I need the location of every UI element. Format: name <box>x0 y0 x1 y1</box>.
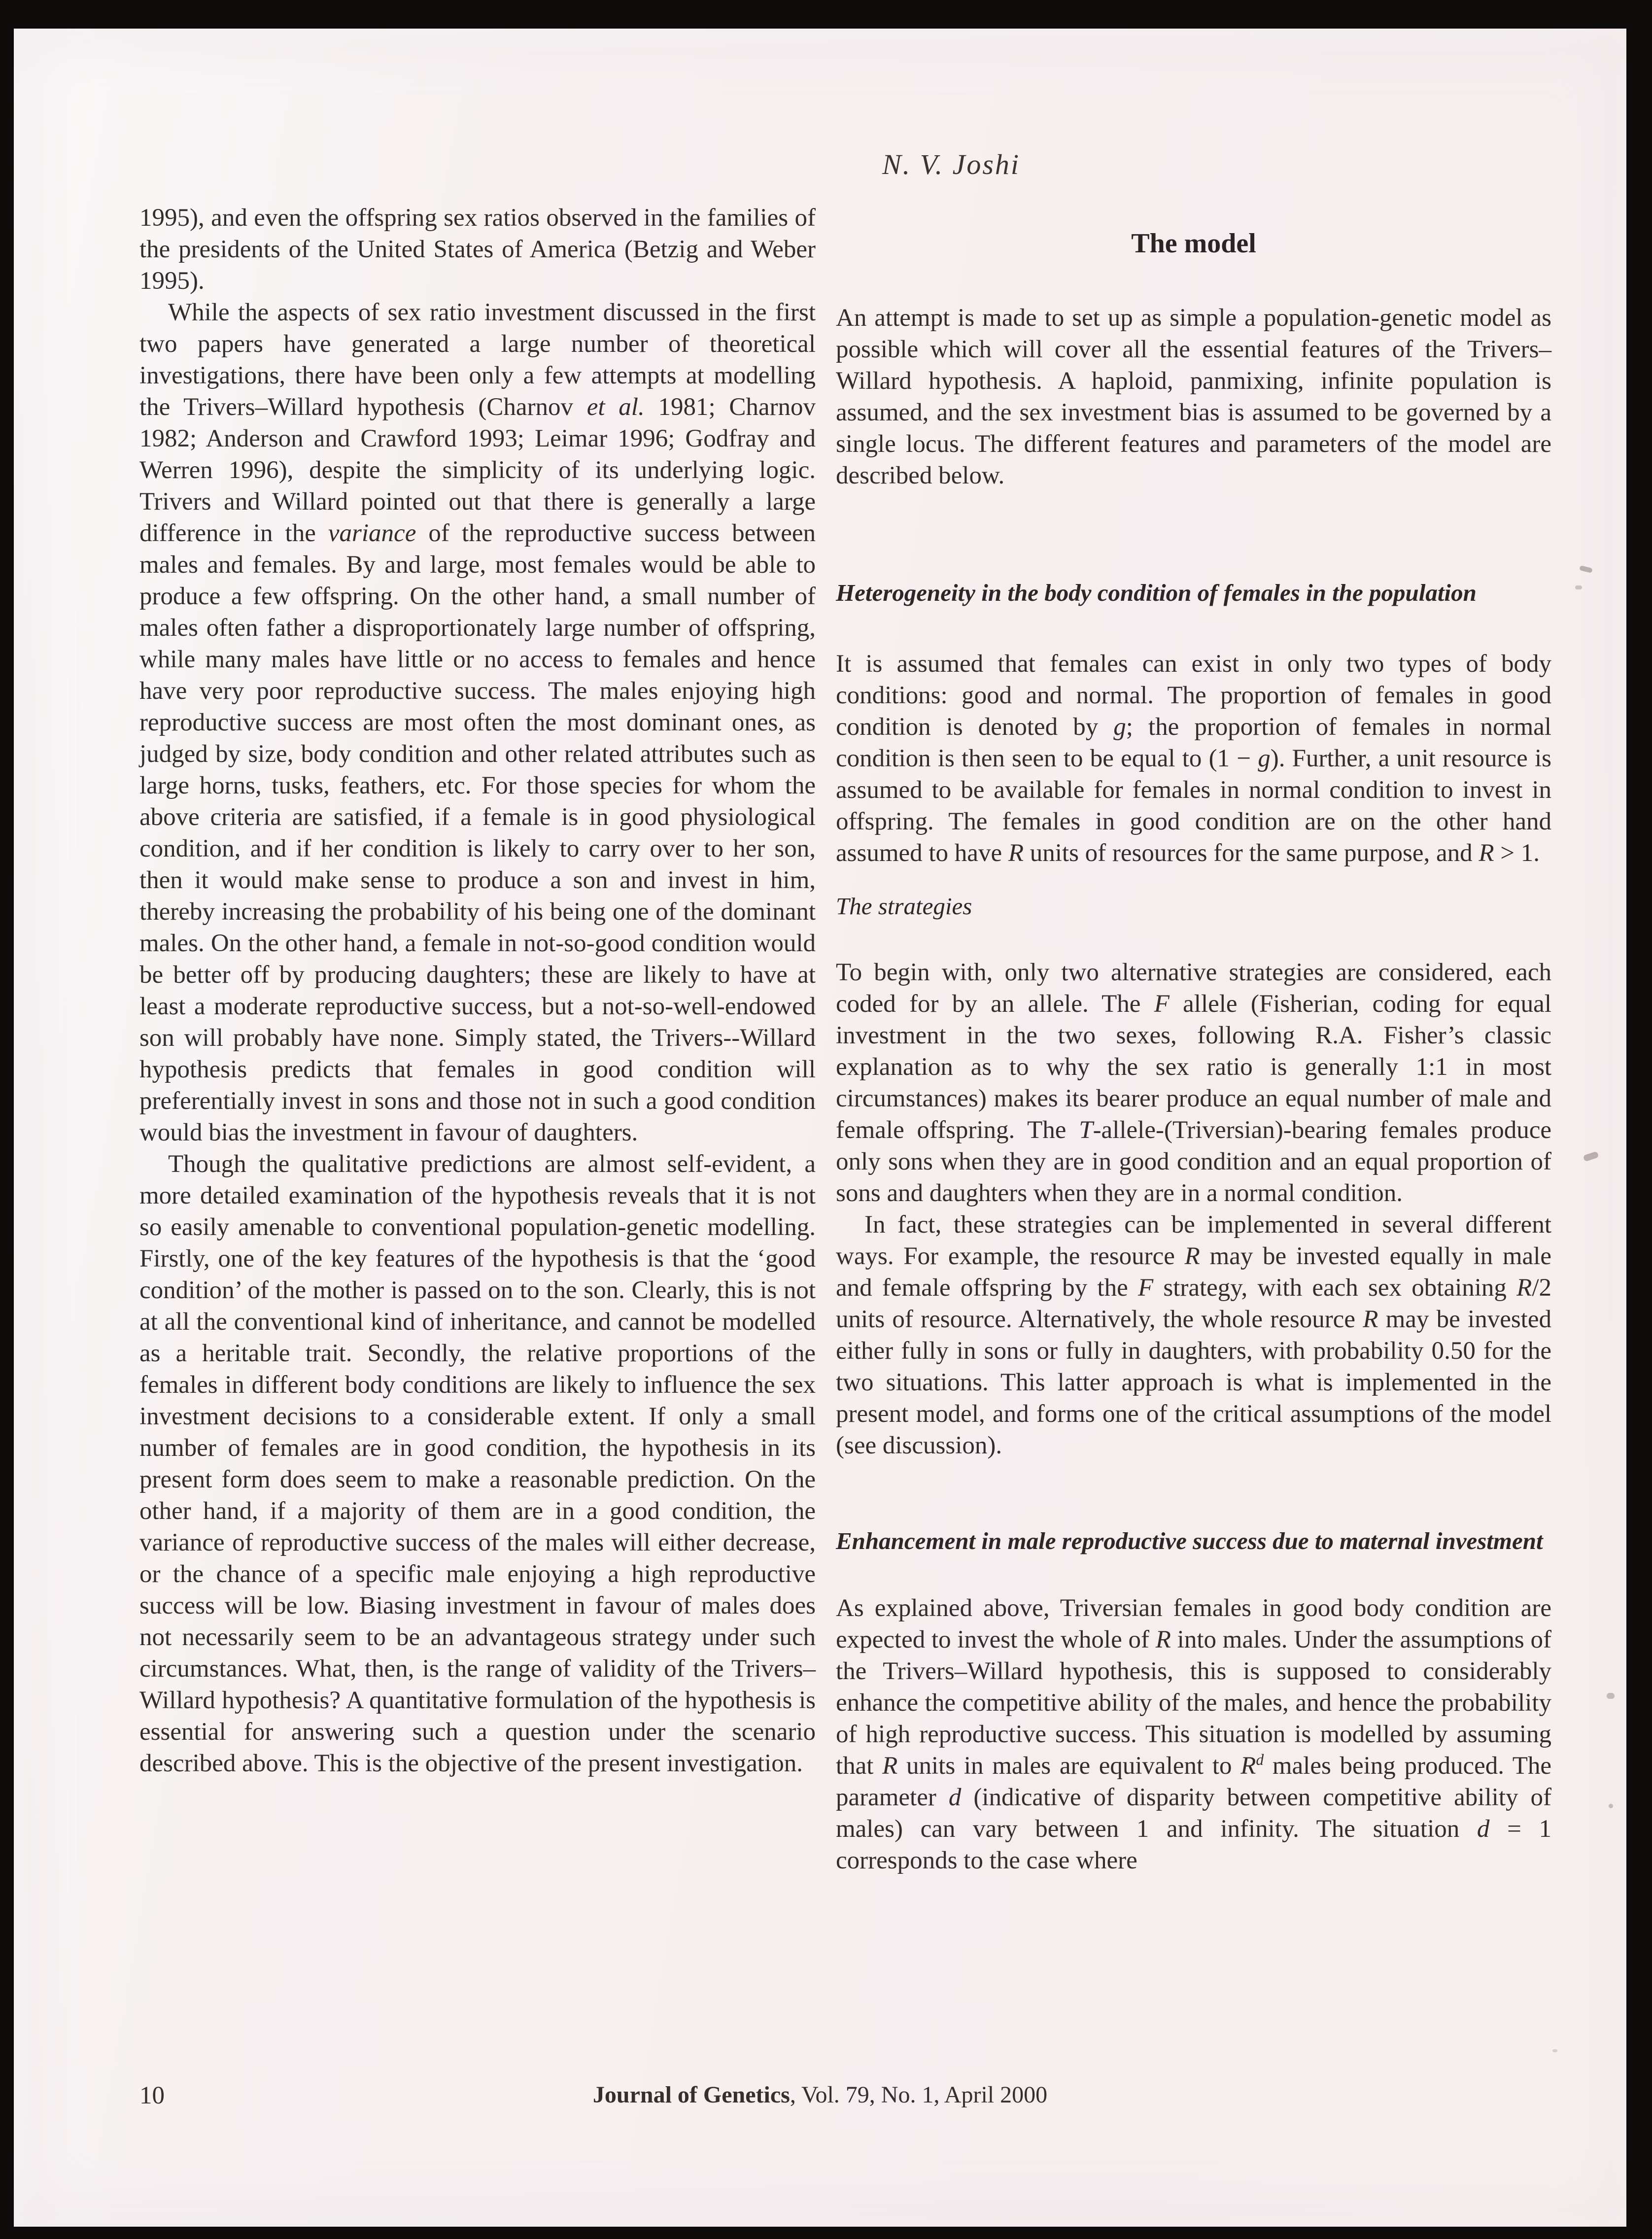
section-heading-the-model: The model <box>1131 228 1256 259</box>
footer-issue-text: , Vol. 79, No. 1, April 2000 <box>790 2082 1048 2108</box>
scan-speck <box>1579 565 1593 573</box>
page-footer <box>14 2081 1626 2108</box>
footer-journal-name: Journal of Genetics <box>592 2082 790 2108</box>
paragraph: Though the qualitative predictions are almost self-evident, a more detailed examination of the hypothesis reveals that it is not so easily amenable to conventional population-genetic modelling. Firstly, one of the key features of the hypothesis is that the ‘good condition’ of the mother is passed on to the son. Clearly, this is not at all the conventional kind of inheritance, and cannot be modelled as a heritable trait. Secondly, the relative proportions of the females in different body conditions are likely to influence the sex investment decisions to a considerable extent. If only a small number of females are in good condition, the hypothesis in its present form does seem to make a reasonable prediction. On the other hand, if a majority of them are in a good condition, the variance of reproductive success of the males will either decrease, or the chance of a specific male enjoying a high reproductive success will be low. Biasing investment in favour of males does not necessarily seem to be an advantageous strategy under such circumstances. What, then, is the range of validity of the Trivers–Willard hypothesis? A quantitative formulation of the hypothesis is essential for answering such a question under the scenario described above. This is the objective of the present investigation. <box>139 1150 816 1777</box>
footer-citation <box>14 2081 1626 2108</box>
page <box>14 29 1626 2227</box>
page-number: 10 <box>139 2082 165 2109</box>
section-heading-heterogeneity: Heterogeneity in the body condition of females in the population <box>836 579 1477 606</box>
paragraph: It is assumed that females can exist in only two types of body conditions: good and normal. The proportion of females in good condition is denoted by g; the proportion of females in normal condition is then seen to be equal to (1 − g). Further, a unit resource is assumed to be available for females in normal condition to invest in offspring. The females in good condition are on the other hand assumed to have R units of resources for the same purpose, and R > 1. <box>836 650 1551 867</box>
paragraph-group <box>836 302 1551 491</box>
left-column <box>139 202 816 1779</box>
right-column <box>836 228 1551 1876</box>
paragraph: To begin with, only two alternative strategies are considered, each coded for by an allele. The F allele (Fisherian, coding for equal investment in the two sexes, following R.A. Fisher’s classic explanation as to why the sex ratio is generally 1:1 in most circumstances) makes its bearer produce an equal number of male and female offspring. The T-allele-(Triversian)-bearing females produce only sons when they are in good condition and an equal proportion of sons and daughters when they are in a normal condition. <box>836 959 1551 1207</box>
running-head: N. V. Joshi <box>882 148 1021 180</box>
scan-speck <box>1552 2049 1557 2052</box>
scan-speck <box>1575 586 1582 589</box>
scan-speck <box>1607 1693 1615 1699</box>
paragraph-group <box>836 1592 1551 1876</box>
scan-speck <box>1609 1804 1613 1808</box>
paragraph: In fact, these strategies can be implemented in several different ways. For example, the resource R may be invested equally in male and female offspring by the F strategy, with each sex obtaining R/2 units of resource. Alternatively, the whole resource R may be invested either fully in sons or fully in daughters, with probability 0.50 for the two situations. This latter approach is what is implemented in the present model, and forms one of the critical assumptions of the model (see discussion). <box>836 1211 1551 1459</box>
paragraph: 1995), and even the offspring sex ratios observed in the families of the presidents of the United States of America (Betzig and Weber 1995). <box>139 204 816 295</box>
paragraph: While the aspects of sex ratio investment discussed in the first two papers have generated a large number of theoretical investigations, there have been only a few attempts at modelling the Trivers–Willard hypothesis (Charnov et al. 1981; Charnov 1982; Anderson and Crawford 1993; Leimar 1996; Godfray and Werren 1996), despite the simplicity of its underlying logic. Trivers and Willard pointed out that there is generally a large difference in the variance of the reproductive success between males and females. By and large, most females would be able to produce a few offspring. On the other hand, a small number of males often father a disproportionately large number of offspring, while many males have little or no access to females and hence have very poor reproductive success. The males enjoying high reproductive success are most often the most dominant ones, as judged by size, body condition and other related attributes such as large horns, tusks, feathers, etc. For those species for whom the above criteria are satisfied, if a female is in good physiological condition, and if her condition is likely to carry over to her son, then it would make sense to produce a son and invest in him, thereby increasing the probability of his being one of the dominant males. On the other hand, a female in not-so-good condition would be better off by producing daughters; these are likely to have at least a moderate reproductive success, but a not-so-well-endowed son will probably have none. Simply stated, the Trivers--Willard hypothesis predicts that females in good condition will preferentially invest in sons and those not in such a good condition would bias the investment in favour of daughters. <box>139 299 816 1146</box>
scan-speck <box>1583 1151 1599 1162</box>
paragraph-group <box>836 957 1551 1461</box>
paragraph-group <box>139 202 816 1779</box>
paragraph: An attempt is made to set up as simple a population-genetic model as possible which will cover all the essential features of the Trivers–Willard hypothesis. A haploid, panmixing, infinite population is assumed, and the sex investment bias is assumed to be governed by a single locus. The different features and parameters of the model are described below. <box>836 304 1551 489</box>
paragraph: As explained above, Triversian females in good body condition are expected to invest the whole of R into males. Under the assumptions of the Trivers–Willard hypothesis, this is supposed to considerably enhance the competitive ability of the males, and hence the probability of high reproductive success. This situation is modelled by assuming that R units in males are equivalent to $R^d$ males being produced. The parameter d (indicative of disparity between competitive ability of males) can vary between 1 and infinity. The situation d = 1 corresponds to the case where <box>836 1594 1552 1874</box>
section-heading-enhancement: Enhancement in male reproductive success due to maternal investment <box>836 1527 1543 1554</box>
section-heading-the-strategies: The strategies <box>836 893 972 920</box>
paragraph-group <box>836 648 1551 869</box>
